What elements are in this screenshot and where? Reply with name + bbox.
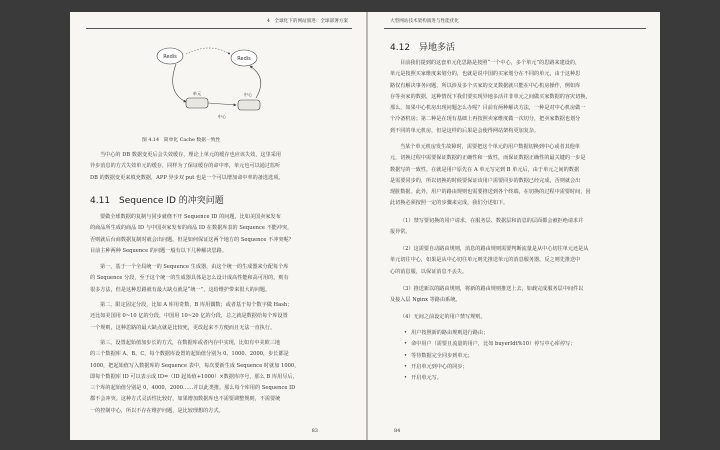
step-3: （3）推送新以的路由规则，将新的路由规则推送上去，如载完成服务层中间件以 及接入层 Nginx 等路由系统。 <box>390 286 584 304</box>
left-para-3: 第一，基于一个全局统一的 Sequence 生成器，由这个统一的生成器来分配每个库 的 Sequence 分段，至于这个统一的生成器具体是怎么设计成高性能和高可用的，则有 很多方法，但是这种思路就有最大缺点就是“统一”，这给维护带来很大的问题。 <box>90 264 289 293</box>
arrow-redis-redis <box>186 48 230 54</box>
left-para-4: 第二，限定固定分段，比如 A 库用奇数，B 库用偶数；或者基于每个数字做 Hash； 还比如美国用 0~10 亿的分段，中国用 10~20 亿的分段，总之就是数据给每个库设置 一个规则，这种思路的最大缺点就是比较死，更改起来不方便而且无法一直执行。 <box>90 302 293 331</box>
left-page-number: 83 <box>311 428 318 434</box>
left-para-5: 第三，设置起始值加步长的方式，在数据库或者内存中实现，比如有中美欧三地 的三个数据库 A、B、C，每个数据库设置的起始值分别为 0、1000、2000，步长都是 1000，把起始值写入数据库的 Sequence 表中，每次要新生成 Sequence 时就加 1000， 即每个数据库 ID 可以表示成 ID=（ID 起始值+1000）×数据库序号，那么 B 库用尽后， 三个库的起始值分别是 0，4000，2000……并以此类推。那么每个库用的 Sequence ID 都不会冲突。这种方式灵活性比较好，如果增加数据库也不需要调整规则，不需要统 一的控制中心，所以不存在维护问题，是比较理想的方式。 <box>90 340 300 414</box>
right-header-rule <box>384 28 646 29</box>
center-db-box <box>238 100 260 110</box>
redis-right-label: Redis <box>237 56 251 62</box>
arrow-unit-center <box>208 103 236 105</box>
center-label: 中心 <box>243 92 253 97</box>
left-page <box>70 12 366 440</box>
left-header-rule <box>86 28 352 29</box>
section-title-4-12: 4.12 异地多活 <box>390 43 456 53</box>
right-para-1: 目前我们提到的这套单元化思路是按照“一个中心，多个单元”的思路来建设的， 单元是按照买家维度来划分的，也就是说中国的买家划分在不同的单元，由于这种思 路仅有解决事务问题，所以涉及多个买家的交叉数据就只能在中心机房操作，例如库 存等卖家的数据，这种情况下我们要实现异地多活并非单元之间做买家数据的容灾切换， 那么，如果中心机房出现问题怎么办呢？目前有两种解决方法，一种是对中心机房做一 个冷备机房；第二种是在现有基础上再按照卖家维度做一次切分，把卖家数据也划分 到不同的单元机房，但是这样的后果是会使得网站架构更加复杂。 <box>390 60 591 134</box>
step-2: （2）这需要自动路由规则，消息的路由规则需要判断流量是从中心切往单元还是从 单元切往中心，如果是从中心切往单元则先推送单元的消息服务器，反之则先推送中 心的消息服，以保证消息不丢失。 <box>390 246 589 275</box>
figure-caption: 图 4.14 简单化 Cache 数据一致性 <box>142 138 221 143</box>
section-title-4-11: 4.11 Sequence ID 的冲突问题 <box>90 196 224 206</box>
left-para-1: 当中心的 DB 数据变更后会失效缓存，理论上单元的缓存也应该失效，这里采用 异步消息的方式失效单元的缓存，同样为了保证缓存的命中率，单元也可以通过监听 DB 的数据变更来填充数据，APP 异步双 put 也是一个可以增加命中率的备选选项。 <box>90 152 284 181</box>
right-para-2: 当某个单元机房发生故障时，需要把这个单元的用户数据切换到中心或者其他单 元，切换过程中需要保证数据的正确性和一致性，而保证数据正确性的最关键的一步是 数据写的一致性，在就是用户原先在 A 单元写完到 B 单元后，由于单元之间的数据 是需要同步的，所以切换的时候要保证该用户需要同步的数据已经完成，否则就会出 现脏数据。此外，用户的路由规则也需要推送到各个终端，在切换的过程中需要时间，因 此切换必须按照一定的步骤来完成，我们分述如下。 <box>390 144 591 207</box>
arrow-redis-unit <box>173 64 186 102</box>
bullet-item: • 开启单元写。 <box>404 373 652 384</box>
unit-db-box <box>186 98 208 108</box>
step-1: （1）禁写要切换的用户请求，在服务层、数据层和消息的层面都会被拒绝请求并 报异常。 <box>390 218 584 236</box>
center-label-2: 中心 <box>217 114 227 119</box>
cache-consistency-diagram <box>146 32 276 136</box>
unit-label: 单元 <box>192 91 202 96</box>
step-4-bullets <box>404 328 652 384</box>
bullet-item: • 等待数据完全同步到单元； <box>404 351 652 362</box>
redis-left-label: Redis <box>163 54 177 60</box>
left-para-2: 要做全球数据的复制与同步就绕不开 Sequence ID 的问题，比如美国卖家发布 的商品所生成的商品 ID 与中国卖家发布的商品 ID 在数据库表的 Sequence 不能冲突， 否则就后台商数据复制时就会出问题。但是如何保证这两个地方的 Sequence 不冲突呢？ 目前主种两种 Sequence 的问题一般有以下几种解决思路。 <box>90 214 294 254</box>
right-running-header: 大型网站技术架构演进与性能优化 <box>390 19 459 24</box>
right-page-number: 84 <box>394 428 401 434</box>
step-4: （4）无间之前设定的用户禁写规则。 <box>400 314 486 320</box>
bullet-item: • 命中用户（需要且流量的用户，比如 buyerIdt%10）停写中心库停写； <box>404 339 652 350</box>
bullet-item: • 用户按照新的路由规则进行路由； <box>404 328 652 339</box>
bullet-item: • 开启单元到中心的同步； <box>404 362 652 373</box>
right-page <box>368 12 660 440</box>
left-running-header: 4 全球化下的网站演进：全球部署方案 <box>266 19 348 24</box>
